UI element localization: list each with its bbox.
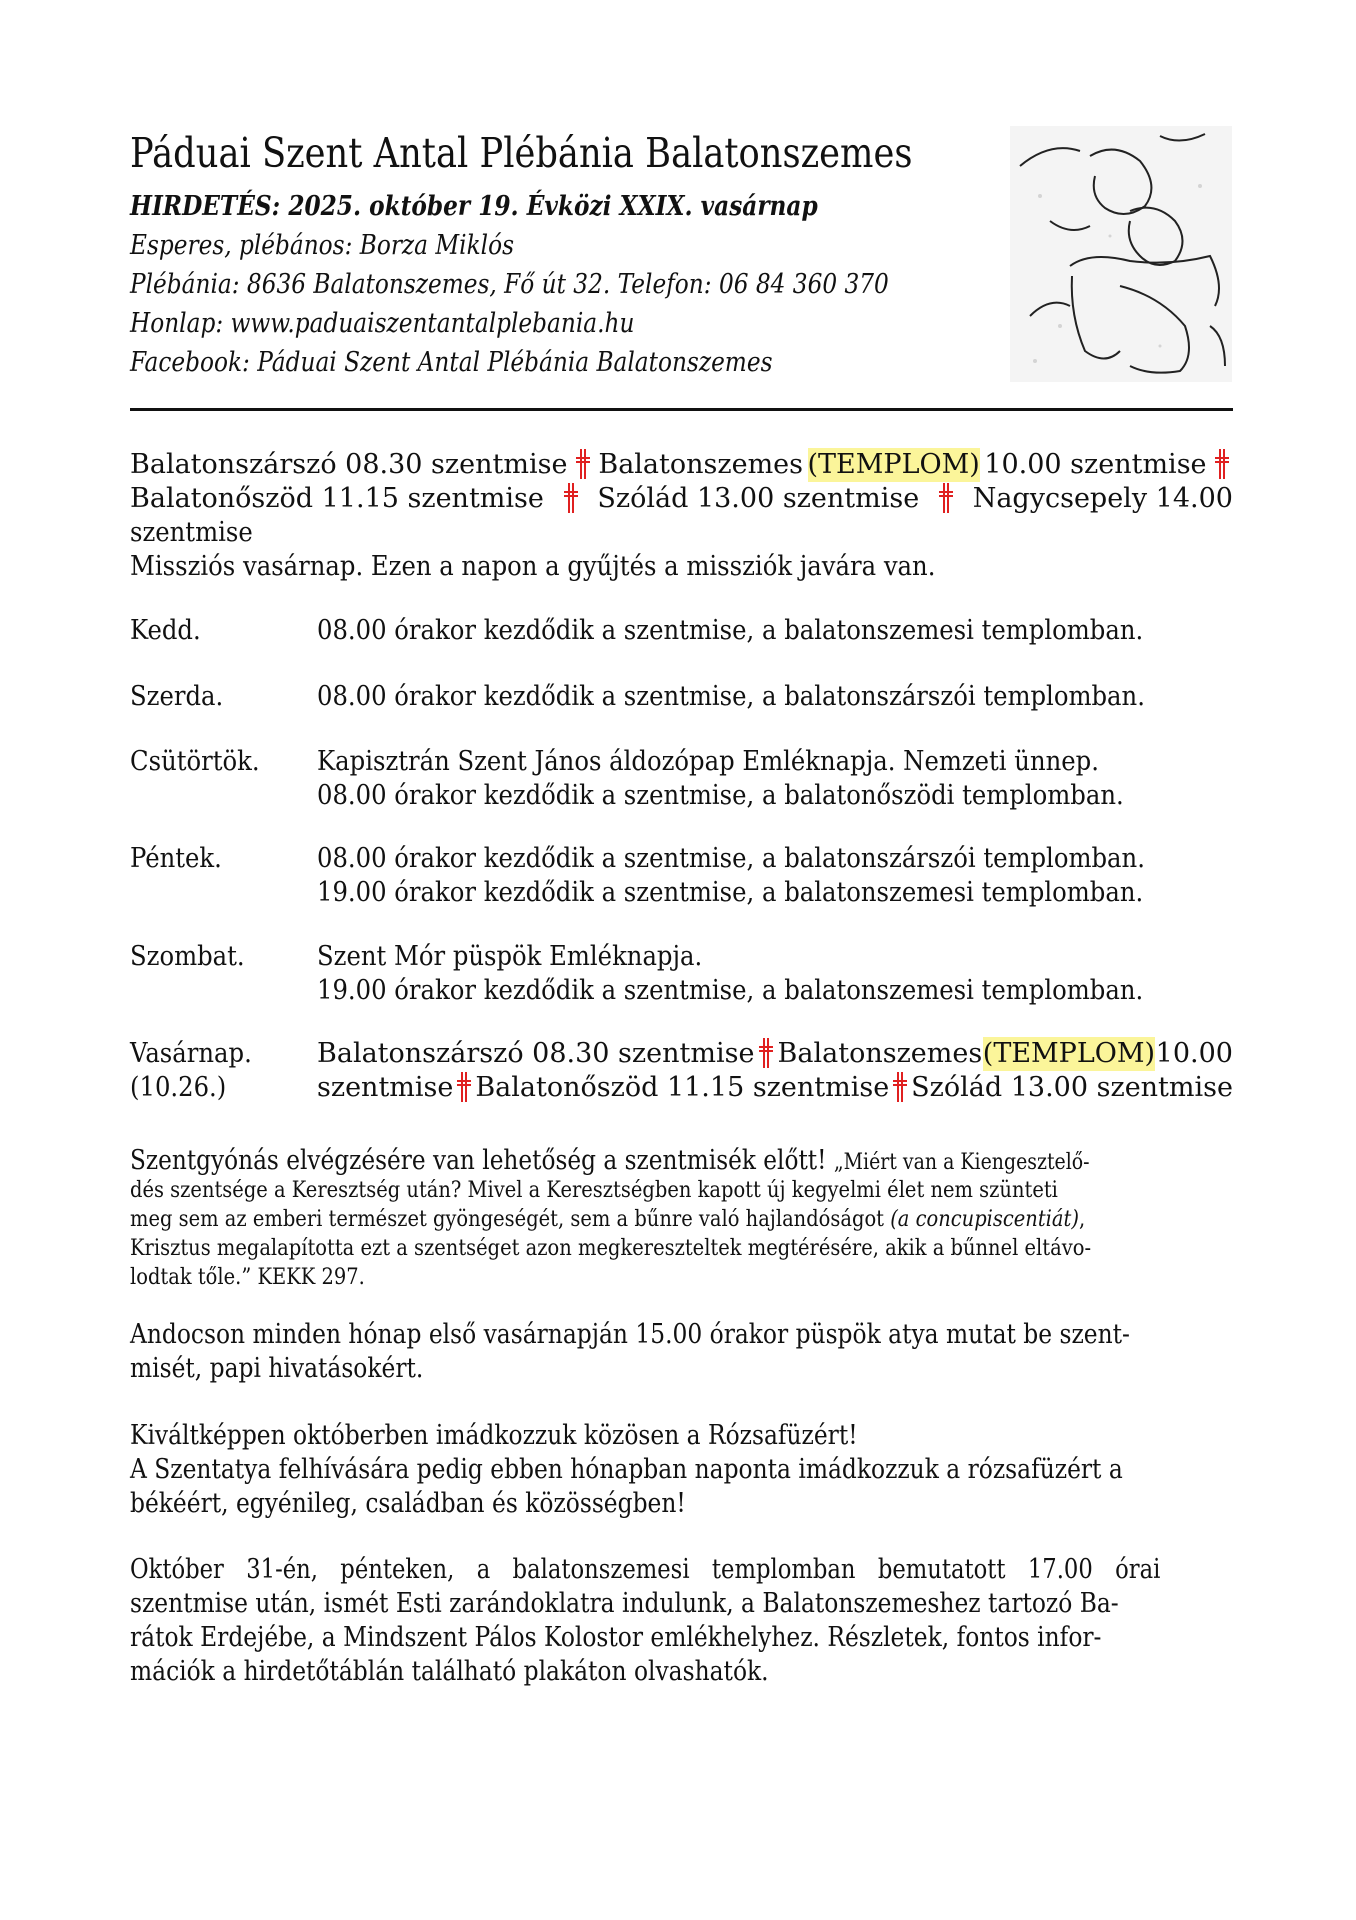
templom-highlight: (TEMPLOM) [807, 449, 980, 480]
day-label: Vasárnap. [130, 1038, 252, 1069]
parish-address: Plébánia: 8636 Balatonszemes, Fő út 32. Telefon: 06 84 360 370 [130, 269, 889, 300]
double-cross-icon [755, 1037, 777, 1071]
double-cross-icon [453, 1071, 475, 1105]
double-cross-icon [935, 482, 957, 516]
day-description: 19.00 órakor kezdődik a szentmise, a balatonszemesi templomban. [317, 975, 1144, 1006]
confession-lead: Szentgyónás elvégzésére van lehetőség a szentmisék előtt! [130, 1145, 827, 1176]
catechism-quote: „Miért van a Kiengesztelő- [833, 1150, 1090, 1175]
website-link[interactable]: Honlap: www.paduaiszentantalplebania.hu [130, 308, 635, 339]
day-label: Szombat. [130, 941, 245, 972]
double-cross-icon [1211, 448, 1233, 482]
saint-anthony-image [1010, 126, 1232, 382]
double-cross-icon [572, 448, 594, 482]
day-description: Kapisztrán Szent János áldozópap Emléknapja. Nemzeti ünnep. [317, 746, 1099, 777]
day-label: Kedd. [130, 615, 201, 646]
day-description: 08.00 órakor kezdődik a szentmise, a balatonszárszói templomban. [317, 681, 1145, 712]
day-description: Szent Mór püspök Emléknapja. [317, 941, 703, 972]
templom-highlight: (TEMPLOM) [982, 1038, 1156, 1069]
day-date: (10.26.) [130, 1072, 227, 1103]
sunday-masses-line-3: szentmise [130, 517, 253, 548]
day-description: 08.00 órakor kezdődik a szentmise, a balatonszemesi templomban. [317, 615, 1144, 646]
sunday-masses-line-1: Balatonszárszó 08.30 szentmise Balatonszemes (TEMPLOM) 10.00 szentmise [130, 448, 1233, 482]
header-divider [130, 408, 1233, 411]
day-label: Szerda. [130, 681, 224, 712]
day-description: 08.00 órakor kezdődik a szentmise, a balatonszárszói templomban. [317, 843, 1145, 874]
double-cross-icon [889, 1071, 911, 1105]
mission-sunday-note: Missziós vasárnap. Ezen a napon a gyűjtés a missziók javára van. [130, 551, 936, 582]
priest-name: Esperes, plébános: Borza Miklós [130, 230, 514, 261]
day-description: szentmise Balatonőszöd 11.15 szentmise Szólád 13.00 szentmise [317, 1072, 1233, 1103]
day-label: Csütörtök. [130, 746, 260, 777]
page-title: Páduai Szent Antal Plébánia Balatonszemes [130, 129, 913, 177]
announcement-page: Páduai Szent Antal Plébánia Balatonszemes HIRDETÉS: 2025. október 19. Évközi XXIX. vasárnap Esperes, plébános: Borza Miklós Plébánia: 8636 Balatonszemes, Fő út 32. Telefon: 06 84 360 370 Honlap: www.paduaiszentantalplebania.hu Facebook: Páduai Szent Antal Plébánia Balatonszemes Balatonszárszó 08.30 szentmise Balatonszemes (TEMPLOM) 10.00 szentmise Balatonőszöd 11.15 szentmise Szólád 13.00 szentmise Nagycsepely 14.00 szentmise Missziós vasárnap. Ezen a napon a gyűjtés a missziók javára van. Kedd. 08.00 órakor kezdődik a szentmise, a balatonszemesi templomban. Szerda. 08.00 órakor kezdődik a szentmise, a balatonszárszói templomban. Csütörtök. Kapisztrán Szent János áldozópap Emléknapja. Nemzeti ünnep. 08.00 órakor kezdődik a szentmise, a balatonőszödi templomban. Péntek. 08.00 órakor kezdődik a szentmise, a balatonszárszói templomban. 19.00 órakor kezdődik a szentmise, a balatonszemesi templomban. Szombat. Szent Mór püspök Emléknapja. 19.00 órakor kezdődik a szentmise, a balatonszemesi templomban. Vasárnap. (10.26.) Balatonszárszó 08.30 szentmise Balatonszemes (TEMPLOM) 10.00 szentmise Balatonőszöd 11.15 szentmise Szólád 13.00 szentmise Szentgyónás elvégzésére van lehetőség a szentmisék előtt! „Miért van a Kiengesztelő- dés szentsége a Keresztség után? Mivel a Keresztségben kapott új kegyelmi élet nem szünteti meg sem az emberi természet gyöngeségét, sem a bűnre való hajlandóságot (a concupiscentiát), Krisztus megalapította ezt a szentséget azon megkereszteltek megtérésére, akik a bűnnel eltávo- lodtak tőle.” KEKK 297. Andocson minden hónap első vasárnapján 15.00 órakor püspök atya mutat be szent- misét, papi hivatásokért. Kiváltképpen októberben imádkozzuk közösen a Rózsafüzért! A Szentatya felhívására pedig ebben hónapban naponta imádkozzuk a rózsafüzért a békéért, egyénileg, családban és közösségben! Október 31-én, pénteken, a balatonszemesi templomban bemutatott 17.00 órai szentmise után, ismét Esti zarándoklatra indulunk, a Balatonszemeshez tartozó Ba- rátok Erdejébe, a Mindszent Pálos Kolostor emlékhelyhez. Részletek, fontos infor- mációk a hirdetőtáblán található plakáton olvashatók. [0, 0, 1356, 1920]
sunday-masses-line-2: Balatonőszöd 11.15 szentmise Szólád 13.00 szentmise Nagycsepely 14.00 [130, 483, 1233, 514]
facebook-link[interactable]: Facebook: Páduai Szent Antal Plébánia Balatonszemes [130, 347, 773, 378]
day-description: Balatonszárszó 08.30 szentmise Balatonszemes (TEMPLOM) 10.00 [317, 1038, 1233, 1069]
day-description: 19.00 órakor kezdődik a szentmise, a balatonszemesi templomban. [317, 877, 1144, 908]
announcement-date: HIRDETÉS: 2025. október 19. Évközi XXIX. vasárnap [130, 191, 818, 222]
day-description: 08.00 órakor kezdődik a szentmise, a balatonőszödi templomban. [317, 780, 1124, 811]
double-cross-icon [560, 482, 582, 516]
day-label: Péntek. [130, 843, 222, 874]
